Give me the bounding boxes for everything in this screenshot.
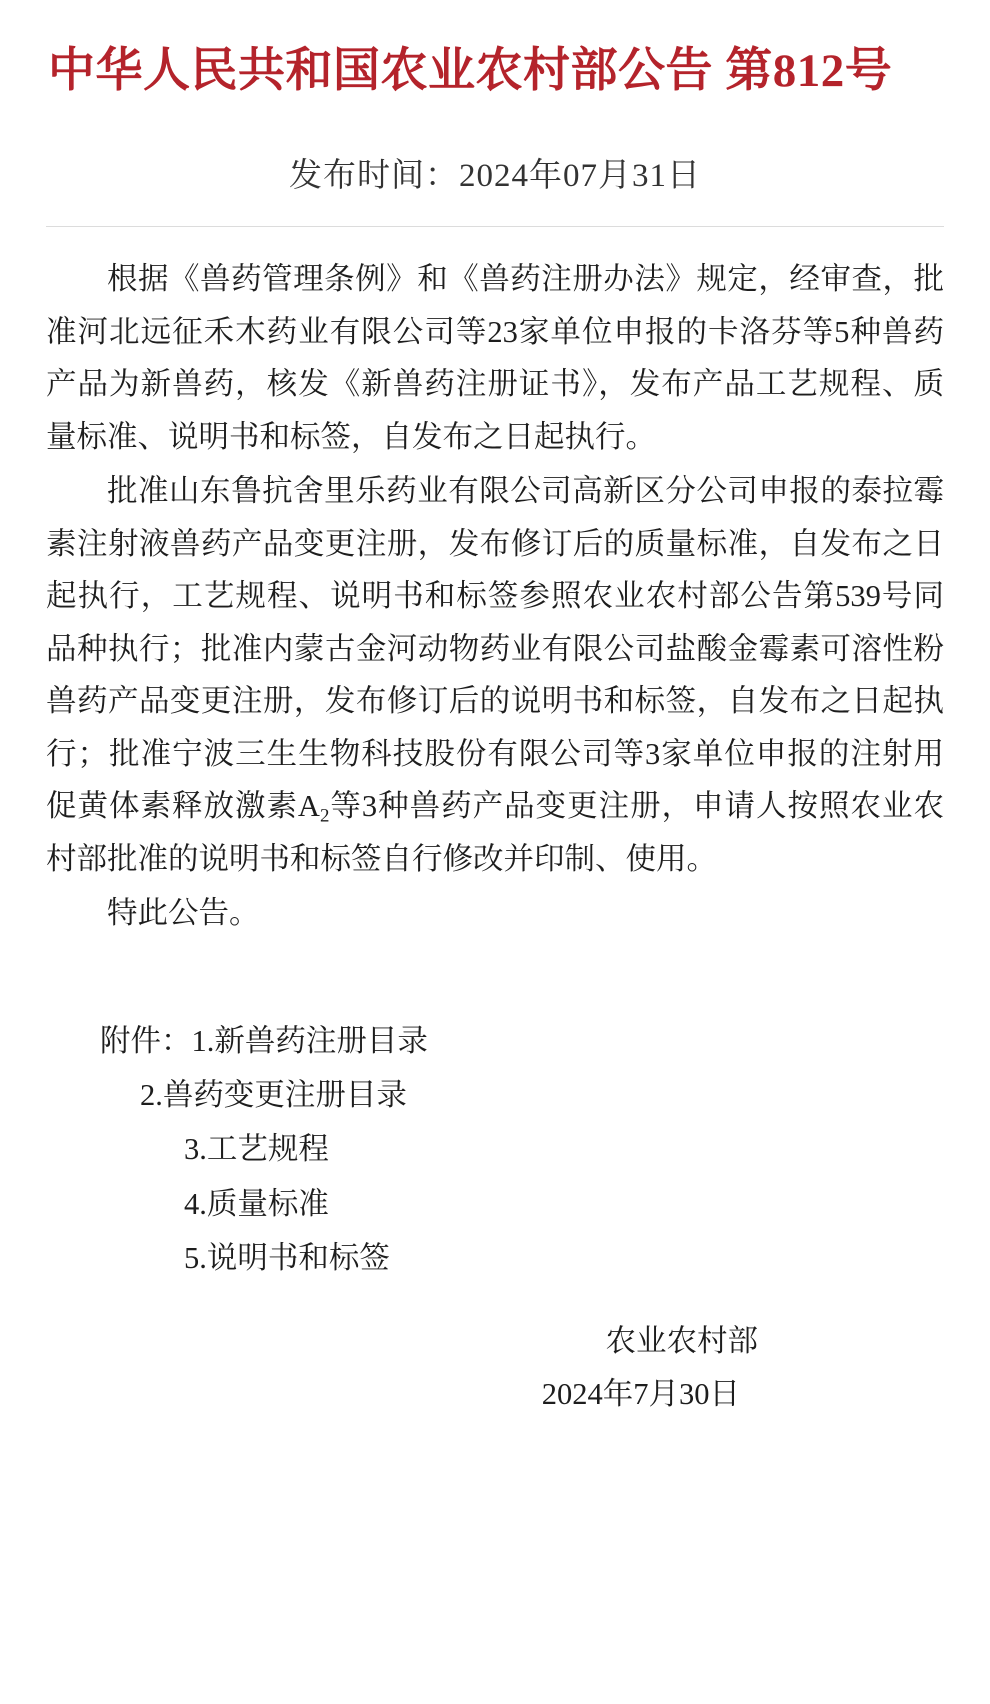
attachment-item-3[interactable]: 3.工艺规程 [184,1132,329,1167]
paragraph-3: 特此公告。 [107,896,260,931]
paragraph-2-subscript: 2 [319,805,330,827]
signature-block [44,1315,946,1420]
paragraph-2-tail: 等3种兽药产品变更注册，申请人按照农业农村部批准的说明书和标签自行修改并印制、使用。 [46,788,945,876]
paragraph-2 [46,465,944,885]
attachment-item-1[interactable]: 1.新兽药注册目录 [191,1023,428,1058]
attachment-row-1 [44,1014,946,1068]
publish-time-value: 2024年07月31日 [459,158,701,195]
attachment-item-5[interactable]: 5.说明书和标签 [184,1240,390,1275]
page-title: 中华人民共和国农业农村部公告 第812号 [48,45,893,97]
paragraph-1: 根据《兽药管理条例》和《兽药注册办法》规定，经审查，批准河北远征禾木药业有限公司等23家单位申报的卡洛芬等5种兽药产品为新兽药，核发《新兽药注册证书》，发布产品工艺规程、质量标准、说明书和标签，自发布之日起执行。 [46,262,944,454]
attachment-row-5 [44,1231,946,1285]
attachment-row-3 [44,1122,946,1176]
attachments-label: 附件： [100,1023,192,1058]
paragraph-2-main: 批准山东鲁抗舍里乐药业有限公司高新区分公司申报的泰拉霉素注射液兽药产品变更注册，发布修订后的质量标准，自发布之日起执行，工艺规程、说明书和标签参照农业农村部公告第539号同品种执行；批准内蒙古金河动物药业有限公司盐酸金霉素可溶性粉兽药产品变更注册，发布修订后的说明书和标签，自发布之日起执行；批准宁波三生生物科技股份有限公司等3家单位申报的注射用促黄体素释放激素A [46,474,944,823]
attachment-item-2[interactable]: 2.兽药变更注册目录 [140,1077,407,1112]
divider [46,226,944,227]
publish-time-label: 发布时间： [289,158,459,195]
attachment-item-4[interactable]: 4.质量标准 [184,1186,329,1221]
signature-organization: 农业农村部 [605,1324,758,1359]
signature-date: 2024年7月30日 [541,1376,740,1411]
attachment-row-2 [44,1068,946,1122]
publish-time [44,149,946,196]
document-body [46,253,944,939]
attachment-row-4 [44,1177,946,1231]
attachments-list [44,1014,946,1285]
